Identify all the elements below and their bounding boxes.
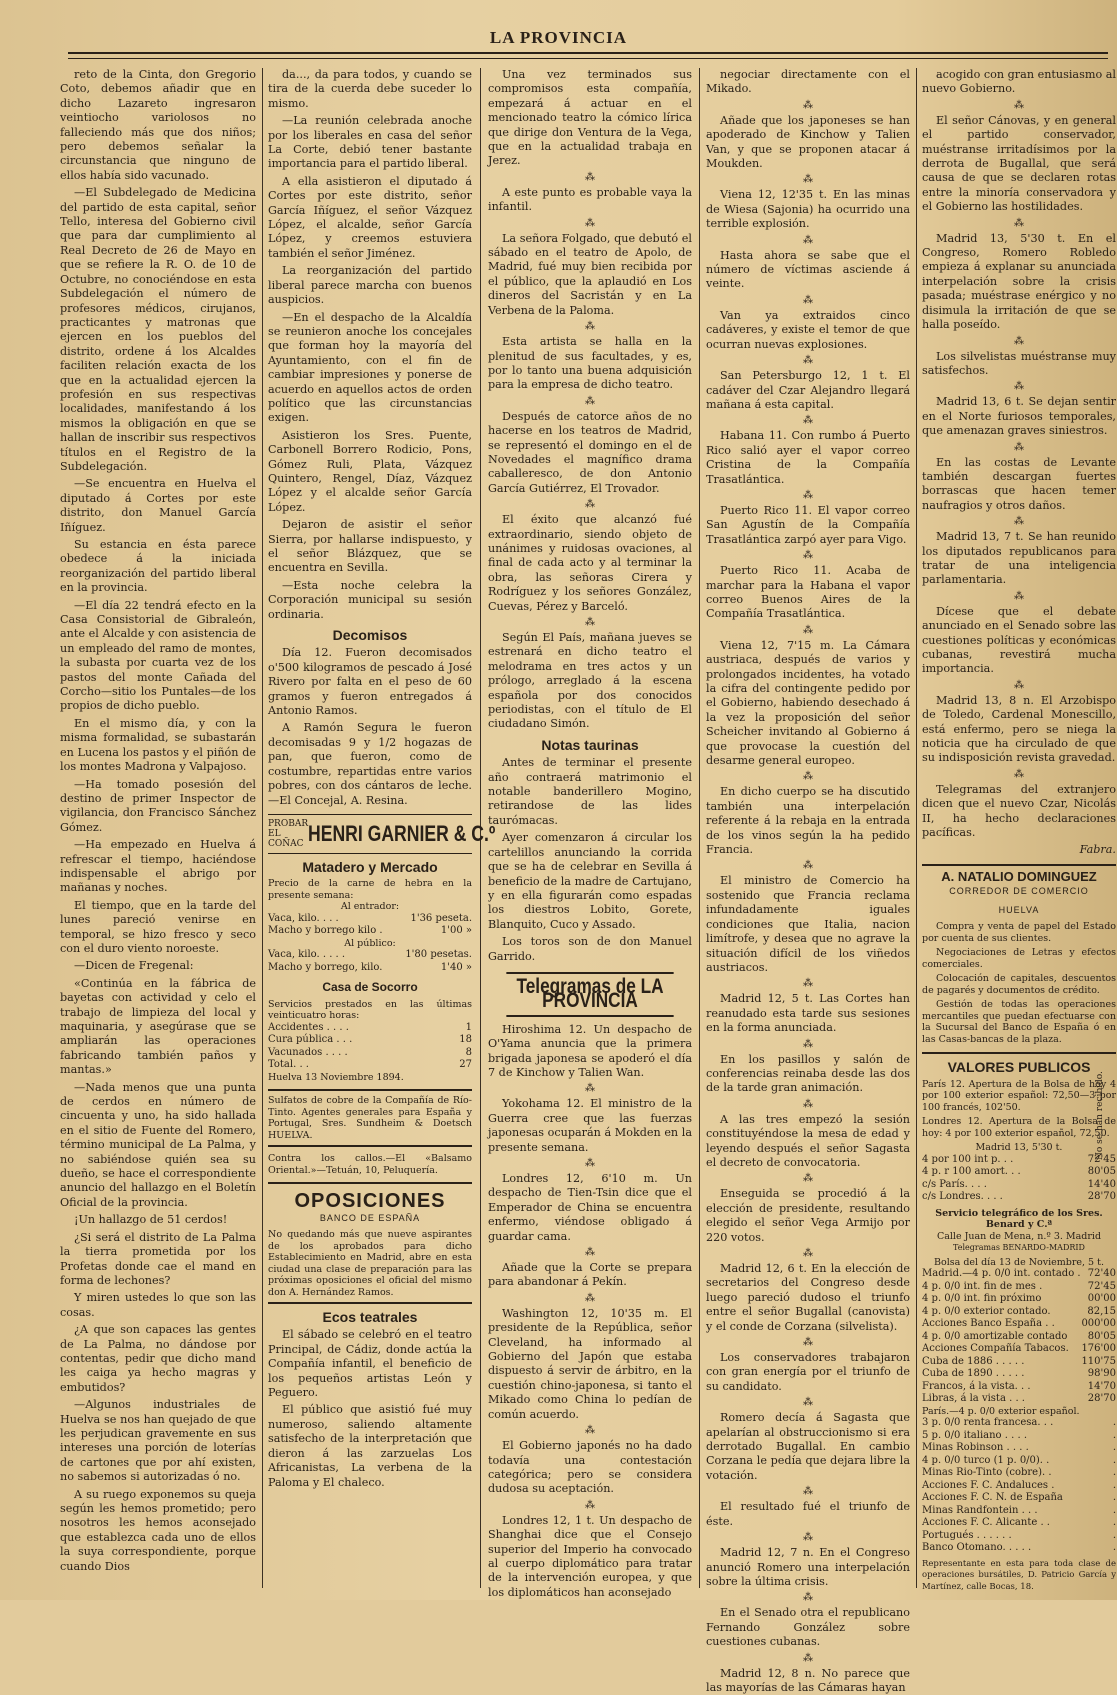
row-label: Portugués . . . . . . xyxy=(922,1529,1012,1541)
row-value: 14'70 xyxy=(1087,1380,1116,1392)
paragraph: —Ha empezado en Huelva á refrescar el tiempo, haciéndose indispensable el abrigo por mañanas y noches. xyxy=(60,838,256,895)
row-label: 4 p. 0/0 exterior contado. xyxy=(922,1305,1051,1317)
table-row xyxy=(268,1047,472,1060)
asterism-separator: ⁂ xyxy=(803,860,813,872)
row-value: . xyxy=(1112,1479,1116,1491)
row-value: . xyxy=(1112,1454,1116,1466)
asterism-separator: ⁂ xyxy=(1014,381,1024,393)
row-value: 1'40 » xyxy=(440,961,472,973)
henri-garnier-ad xyxy=(268,814,496,854)
asterism-separator: ⁂ xyxy=(803,294,813,306)
asterism-separator: ⁂ xyxy=(803,355,813,367)
paragraph: Compra y venta de papel del Estado por cuenta de sus clientes. xyxy=(922,921,1116,944)
table-row xyxy=(922,1154,1116,1167)
row-value: 80'05 xyxy=(1087,1166,1116,1177)
row-label: Total. . . xyxy=(268,1059,309,1071)
paragraph: da..., da para todos, y cuando se tira de la cuerda debe suceder lo mismo. xyxy=(268,68,472,110)
row-value: 1'80 pesetas. xyxy=(405,949,472,961)
paragraph: Añade que la Corte se prepara para abandonar á Pekín. xyxy=(488,1261,692,1289)
paragraph: Madrid 13, 6 t. Se dejan sentir en el Norte furiosos temporales, que amenazan graves siniestros. xyxy=(922,395,1116,438)
paragraph: negociar directamente con el Mikado. xyxy=(706,68,910,96)
table-row xyxy=(922,1381,1116,1394)
paragraph: Ayer comenzaron á circular los cartelillos anunciando la corrida que se ha de celebrar en Sevilla á beneficio de la madre de Cartujano, y en ella figurarán como espadas los diestros Lobito, Gorete, Blanquito, Cuco y Assado. xyxy=(488,831,692,931)
row-label: 4 p. 0/0 int. fin próximo xyxy=(922,1293,1042,1304)
henri-ad-tagline: PROBAR EL COÑAC xyxy=(268,818,309,849)
row-label: Acciones Compañía Tabacos. xyxy=(922,1343,1069,1354)
paragraph: Los conservadores trabajaron con gran energía por el triunfo de su candidato. xyxy=(706,1351,910,1393)
row-label: Acciones F. C. Andaluces . xyxy=(922,1479,1055,1491)
paragraph: Dícese que el debate anunciado en el Senado sobre las cuestiones políticas y económicas cubanas, revestirá mucha importancia. xyxy=(922,604,1116,676)
paragraph: En el Senado otra el republicano Fernando González sobre cuestiones cubanas. xyxy=(706,1606,910,1649)
paragraph: reto de la Cinta, don Gregorio Coto, debemos añadir que en dicho Lazareto ingresaron veintiocho variolosos no falleciendo más que dos niños; pero debemos señalar la circunstancia que ninguno de ellos había sido vacunado. xyxy=(60,68,256,182)
paragraph: —Ha tomado posesión del destino de primer Inspector de vigilancia, don Francisco Sánchez Gómez. xyxy=(60,777,256,834)
row-value: . xyxy=(1112,1517,1116,1528)
row-value: 14'40 xyxy=(1087,1178,1116,1190)
asterism-separator: ⁂ xyxy=(803,1486,813,1498)
decomisos-text xyxy=(268,646,472,807)
paragraph: La señora Folgado, que debutó el sábado en el teatro de Apolo, de Madrid, fué muy bien recibida por el público, que la aplaudió en Los dineros del Sacristán y en La Verbena de la Paloma. xyxy=(488,231,692,317)
row-label: 4 p. r 100 amort. . . xyxy=(922,1166,1021,1177)
asterism-separator: ⁂ xyxy=(585,1158,595,1169)
asterism-separator: ⁂ xyxy=(803,624,813,636)
asterism-separator: ⁂ xyxy=(1014,217,1024,229)
paragraph: Asistieron los Sres. Puente, Carbonell Borrero Rodicio, Pons, Gómez Ruli, Plata, Vázquez Quintero, Rengel, Díaz, Vázquez López y el alcalde señor García López. xyxy=(268,428,472,514)
asterism-separator: ⁂ xyxy=(585,1083,595,1095)
asterism-separator: ⁂ xyxy=(803,489,813,501)
telegrams-text xyxy=(488,1023,692,1600)
row-value: 82,15 xyxy=(1087,1305,1116,1317)
table-row xyxy=(922,1356,1116,1369)
bolsa-table xyxy=(922,1268,1116,1406)
table-row xyxy=(268,1059,472,1072)
row-label: Libras, á la vista . . . xyxy=(922,1393,1025,1404)
table-row xyxy=(922,1191,1116,1204)
asterism-separator: ⁂ xyxy=(803,415,813,427)
decomisos-heading: Decomisos xyxy=(332,627,408,644)
row-label: Macho y borrego kilo . xyxy=(268,925,383,937)
table-row xyxy=(922,1281,1116,1294)
paragraph: Puerto Rico 11. Acaba de marchar para la Habana el vapor correo Buenos Aires de la Compañía Trasatlántica. xyxy=(706,564,910,621)
socorro-table xyxy=(268,1022,472,1072)
paragraph: El señor Cánovas, y en general el partido conservador, muéstranse irritadísimos por la derrota de Bugallal, que será causa de que se declaren rotas entre la minoría conservadora y el Gobierno las hostilidades. xyxy=(922,113,1116,214)
socorro-intro: Servicios prestados en las últimas veinticuatro horas: xyxy=(268,998,472,1022)
paragraph: Hasta ahora se sabe que el número de víctimas asciende á veinte. xyxy=(706,248,910,291)
paragraph: —En el despacho de la Alcaldía se reunieron anoche los concejales que forman hoy la mayoría del Ayuntamiento, con el fin de cambiar impresiones y ponerse de acuerdo en aquellos actos de orden político que las circunstancias exigen. xyxy=(268,310,472,425)
column-divider xyxy=(916,68,917,1588)
al-publico-label: Al público: xyxy=(344,937,396,949)
paragraph: El éxito que alcanzó fué extraordinario, siendo objeto de unánimes y ruidosas ovaciones, al final de cada acto y al terminar la obra, las señoras Cirera y Rodríguez y los señores González, Cuevas, Pérez y Barceló. xyxy=(488,513,692,613)
prices-publico-table xyxy=(268,949,472,974)
row-label: Francos, á la vista. . . xyxy=(922,1380,1031,1392)
row-label: Cura pública . . . xyxy=(268,1034,353,1046)
table-row xyxy=(268,925,472,938)
paragraph: El ministro de Comercio ha sostenido que Francia reclama infundadamente iguales condiciones que Italia, nacion limítrofe, y desea que no agrave la situación difícil de los viñedos austriacos. xyxy=(706,874,910,974)
masthead-rule xyxy=(68,52,1108,54)
row-value: . xyxy=(1112,1504,1116,1516)
signature: Fabra. xyxy=(1079,843,1116,857)
paragraph: En las costas de Levante también descargan fuertes borrascas que hacen temer naufragios y otros daños. xyxy=(922,455,1116,512)
table-row xyxy=(922,1542,1116,1555)
asterism-separator: ⁂ xyxy=(803,1337,813,1349)
row-value: 27 xyxy=(459,1059,472,1071)
table-row xyxy=(922,1517,1116,1530)
table-row xyxy=(922,1293,1116,1306)
table-row xyxy=(268,913,472,926)
row-label: c/s París. . . . xyxy=(922,1178,987,1190)
paragraph: Yokohama 12. El ministro de la Guerra cree que las fuerzas japonesas ocuparán á Mokden en la presente semana. xyxy=(488,1097,692,1154)
row-label: 3 p. 0/0 renta francesa. . . xyxy=(922,1417,1054,1428)
paragraph: A las tres empezó la sesión constituyéndose la mesa de edad y leyendo después el señor Sagasta el decreto de convocatoria. xyxy=(706,1112,910,1169)
table-row xyxy=(922,1268,1116,1281)
row-label: 4 por 100 int p. . . xyxy=(922,1153,1014,1165)
row-value: . xyxy=(1112,1429,1116,1441)
paragraph: —Dicen de Fregenal: xyxy=(74,959,194,973)
row-value: 000'00 xyxy=(1081,1318,1116,1329)
row-label: c/s Londres. . . . xyxy=(922,1191,1003,1202)
asterism-separator: ⁂ xyxy=(803,1248,813,1259)
ecos-heading: Ecos teatrales xyxy=(322,1309,418,1326)
paragraph: Antes de terminar el presente año contraerá matrimonio el notable banderillero Mogino, retirandose de las lides taurómacas. xyxy=(488,756,692,827)
paragraph: El sábado se celebró en el teatro Principal, de Cádiz, donde actúa la Compañía infantil, el beneficio de los pequeños artistas León y Peguero. xyxy=(268,1328,472,1400)
servicio-telegram: Telegramas BENARDO-MADRID xyxy=(953,1243,1085,1252)
paragraph: En los pasillos y salón de conferencias reinaba desde las dos de la tarde gran animación. xyxy=(706,1052,910,1095)
matadero-heading: Matadero y Mercado xyxy=(302,858,438,875)
paragraph: Gestión de todas las operaciones mercantiles que puedan efectuarse con la Sucursal del Banco de España ó en las Casas-bancas de la plaza. xyxy=(922,999,1116,1045)
row-label: Minas Robinson . . . . xyxy=(922,1442,1029,1453)
footer-representative: Representante en esta para toda clase de operaciones bursátiles, D. Patricio García y Martínez, calle Bocas, 18. xyxy=(922,1558,1116,1592)
paragraph: Madrid 12, 5 t. Las Cortes han reanudado esta tarde sus sesiones en la forma anunciada. xyxy=(706,992,910,1035)
madrid-quotes-table xyxy=(922,1154,1116,1204)
row-label: Accidentes . . . . xyxy=(268,1021,349,1033)
column-4-text xyxy=(706,68,910,1695)
asterism-separator: ⁂ xyxy=(1014,335,1024,347)
row-value: 72'45 xyxy=(1087,1280,1116,1292)
masthead-rule-thin xyxy=(68,58,1108,59)
asterism-separator: ⁂ xyxy=(803,1592,813,1604)
telegrams-heading: Telegramas de LA PROVINCIA xyxy=(506,972,673,1017)
paragraph: Habana 11. Con rumbo á Puerto Rico salió ayer el vapor correo Cristina de la Compañía Trasatlántica. xyxy=(706,429,910,486)
table-row xyxy=(922,1179,1116,1192)
table-row xyxy=(268,949,472,962)
paragraph: Viena 12, 12'35 t. En las minas de Wiesa (Sajonia) ha ocurrido una terrible explosión. xyxy=(706,188,910,231)
paragraph: El tiempo, que en la tarde del lunes pareció venirse en temporal, se hizo fresco y seco con el duro viento noroeste. xyxy=(60,898,256,955)
paragraph: Madrid 13, 7 t. Se han reunido los diputados republicanos para tratar de una inteligencia parlamentaria. xyxy=(922,530,1116,587)
table-row xyxy=(922,1306,1116,1319)
asterism-separator: ⁂ xyxy=(585,617,595,628)
paragraph: Van ya extraidos cinco cadáveres, y existe el temor de que ocurran nuevas explosiones. xyxy=(706,308,910,351)
asterism-separator: ⁂ xyxy=(585,499,595,511)
column-2-text xyxy=(268,68,472,622)
row-label: 4 p. 0/0 amortizable contado xyxy=(922,1330,1068,1342)
paragraph: Esta artista se halla en la plenitud de sus facultades, y es, por lo tanto una buena adquisición para la empresa de dicho teatro. xyxy=(488,335,692,392)
column-2 xyxy=(268,68,496,1588)
oposiciones-subheading: BANCO DE ESPAÑA xyxy=(319,1212,421,1223)
paragraph: —Nada menos que una punta de cerdos en número de cincuenta y uno, ha sido hallada en el sitio de Fuente del Romero, término municipal de La Palma, y no sabiéndose quién sea su dueño, se hace el correspondiente anuncio del hallazgo en el Boletín Oficial de la provincia. xyxy=(60,1080,256,1209)
paragraph: Madrid 13, 5'30 t. En el Congreso, Romero Robledo empieza á explanar su anunciada interpelación sobre la crisis pasada; muéstrase enérgico y no disimula la irritación de que se halla poseído. xyxy=(922,231,1116,332)
oposiciones-heading: OPOSICIONES xyxy=(294,1190,446,1213)
table-row xyxy=(922,1393,1116,1406)
paragraph: Madrid 12, 7 n. En el Congreso anunció Romero una interpelación sobre la última crisis. xyxy=(706,1546,910,1588)
valores-londres: Londres 12. Apertura de la Bolsa de hoy: 4 por 100 exterior español, 72,50. xyxy=(922,1116,1116,1139)
table-row xyxy=(922,1417,1116,1430)
row-value: 28'70 xyxy=(1087,1191,1116,1202)
asterism-separator: ⁂ xyxy=(585,321,595,333)
asterism-separator: ⁂ xyxy=(1014,441,1024,453)
column-3 xyxy=(488,68,692,1599)
paragraph: Los toros son de don Manuel Garrido. xyxy=(488,935,692,963)
asterism-separator: ⁂ xyxy=(585,1499,595,1511)
row-value: . xyxy=(1112,1529,1116,1541)
paragraph: Añade que los japoneses se han apoderado de Kinchow y Talien Van, y que se proponen atacar á Moukden. xyxy=(706,113,910,171)
paragraph: ¿A que son capaces las gentes de La Palma, no dándose por contentas, pedir que dicho mand les caiga ya hecho magras y embutidos? xyxy=(60,1323,256,1394)
asterism-separator: ⁂ xyxy=(585,1247,595,1259)
row-label: Acciones F. C. Alicante . . xyxy=(922,1517,1050,1528)
column-4 xyxy=(706,68,910,1694)
row-label: Cuba de 1886 . . . . . xyxy=(922,1355,1025,1367)
paragraph: A Ramón Segura le fueron decomisadas 9 y 1/2 hogazas de pan, que fueron, como de costumbre, repartidas entre varios pobres, con dos cántaros de leche.—El Concejal, A. Resina. xyxy=(268,721,472,807)
natalio-name: A. NATALIO DOMINGUEZ xyxy=(941,868,1097,884)
paragraph: —Se encuentra en Huelva el diputado á Cortes por este distrito, don Manuel García Iñíguez. xyxy=(60,477,256,534)
paragraph: —El Subdelegado de Medicina del partido de esta capital, señor Tello, interesa del Gobierno civil que para dar cumplimiento al Real Decreto de 26 de Mayo en que se refiere la R. O. de 10 de Octubre, no conociéndose en esta Subdelegación el número de profesores médicos, cirujanos, practicantes y matronas que ejercen en los pueblos del distrito, ordene á los Alcaldes faciliten relación exacta de los que en la actualidad ejercen la profesión en sus respectivas localidades, manifestando á los mismos la obligación en que se hallan de inscribir sus respectivos títulos en el Registro de la Subdelegación. xyxy=(60,186,256,473)
row-label: Madrid.—4 p. 0/0 int. contado . xyxy=(922,1268,1081,1279)
row-value: 1'36 peseta. xyxy=(410,912,472,924)
row-value: 176'00 xyxy=(1081,1343,1116,1354)
table-row xyxy=(922,1467,1116,1480)
column-5-text xyxy=(922,68,1116,840)
row-value: 110'75 xyxy=(1081,1355,1116,1367)
madrid-quotes-head: Madrid 13, 5'30 t. xyxy=(975,1142,1063,1153)
table-row xyxy=(922,1430,1116,1443)
servicio-title: Servicio telegráfico de los Sres. Benard y C.ª xyxy=(935,1207,1103,1230)
paragraph: ¿Si será el distrito de La Palma la tierra prometida por los Profetas donde cae el mand en forma de lechones? xyxy=(60,1230,256,1287)
paragraph: Día 12. Fueron decomisados o'500 kilogramos de pescado á José Rivero por falta en el peso de 60 gramos y fueron entregados á Antonio Ramos. xyxy=(268,646,472,718)
asterism-separator: ⁂ xyxy=(585,395,595,407)
row-label: Minas Randfontein . . . xyxy=(922,1504,1038,1516)
paragraph: Madrid 12, 8 n. No parece que las mayorías de las Cámaras hayan xyxy=(706,1666,910,1694)
taurinas-text xyxy=(488,756,692,964)
paragraph: «Continúa en la fábrica de bayetas con actividad y celo el trabajo de limpieza del local y maquinaria, y asegúrase que se ampliarán las operaciones fabricando también paños y mantas.» xyxy=(60,976,256,1077)
row-label: Acciones Banco España . . xyxy=(922,1318,1055,1329)
asterism-separator: ⁂ xyxy=(803,234,813,246)
paragraph: Hiroshima 12. Un despacho de O'Yama anuncia que la primera brigada japonesa se apoderó el día 7 de Kinchow y Talien Wan. xyxy=(488,1022,692,1079)
row-value: . xyxy=(1112,1467,1116,1478)
paragraph: Viena 12, 7'15 m. La Cámara austriaca, después de varios y prolongados incidentes, ha votado la cifra del contingente pedido por el Gobierno, habiendo desechado á la vez la proposición del señor Scheicher invitando al Gobierno á que provocase la cuestión del desarme general europeo. xyxy=(706,638,910,768)
valores-paris: París 12. Apertura de la Bolsa de hoy 4 por 100 exterior español: 72,50—3 por 100 francés, 102'50. xyxy=(922,1078,1116,1113)
paragraph: Londres 12, 1 t. Un despacho de Shanghai dice que el Consejo superior del Imperio ha convocado al cuerpo diplomático para tratar de la intervención europea, y que los diplomáticos han aconsejado xyxy=(488,1513,692,1599)
paragraph: Colocación de capitales, descuentos de pagarés y documentos de crédito. xyxy=(922,973,1116,996)
row-value: . xyxy=(1112,1417,1116,1428)
paragraph: Según El País, mañana jueves se estrenará en dicho teatro el melodrama en tres actos y un prólogo, arreglado á la escena española por dos conocidos periodistas, con el título de El ciudadano Simón. xyxy=(488,631,692,731)
asterism-separator: ⁂ xyxy=(803,771,813,783)
paris-table xyxy=(922,1417,1116,1555)
table-row xyxy=(922,1166,1116,1179)
asterism-separator: ⁂ xyxy=(1014,99,1024,111)
row-label: Minas Rio-Tinto (cobre). . xyxy=(922,1467,1052,1478)
paragraph: Telegramas del extranjero dicen que el nuevo Czar, Nicolás II, ha hecho declaraciones pacíficas. xyxy=(922,782,1116,840)
paragraph: Washington 12, 10'35 m. El presidente de la República, señor Cleveland, ha informado al Gobierno del Japón que estaba dispuesto á servir de árbitro, en la cuestión chino-japonesa, si tanto el Mikado como China lo pedían de común acuerdo. xyxy=(488,1306,692,1421)
natalio-ad xyxy=(922,864,1116,1054)
paragraph: Enseguida se procedió á la elección de presidente, resultando elegido el señor Vega Armijo por 220 votos. xyxy=(706,1187,910,1244)
column-divider xyxy=(262,68,263,1588)
paragraph: Madrid 12, 6 t. En la elección de secretarios del Congreso desde luego pareció dudoso el triunfo entre el señor Bugallal (canovista) y el conde de Corzana (silvelista). xyxy=(706,1262,910,1333)
prices-entrador-table xyxy=(268,913,472,938)
asterism-separator: ⁂ xyxy=(1014,679,1024,691)
asterism-separator: ⁂ xyxy=(803,99,813,111)
row-label: Banco Otomano. . . . . xyxy=(922,1542,1032,1553)
stamp-not-received: No se han recibido. xyxy=(1095,1071,1105,1160)
asterism-separator: ⁂ xyxy=(1014,590,1024,602)
row-value: 80'05 xyxy=(1087,1330,1116,1342)
asterism-separator: ⁂ xyxy=(803,1397,813,1409)
row-label: Acciones F. C. N. de España xyxy=(922,1492,1063,1503)
asterism-separator: ⁂ xyxy=(803,1173,813,1185)
row-label: 5 p. 0/0 italiano . . . . xyxy=(922,1429,1027,1441)
asterism-separator: ⁂ xyxy=(803,1038,813,1050)
paragraph: En dicho cuerpo se ha discutido también una interpelación referente á la rebaja en la entrada de los vinos según la ha pedido Francia. xyxy=(706,785,910,857)
paragraph: Dejaron de asistir el señor Sierra, por hallarse indispuesto, y el señor Blázquez, que se encuentra en Sevilla. xyxy=(268,518,472,575)
sulfatos-ad: Sulfatos de cobre de la Compañía de Río-Tinto. Agentes generales para España y Portugal, Sres. Sundheim & Doetsch HUELVA. xyxy=(268,1089,472,1147)
table-row xyxy=(922,1505,1116,1518)
table-row xyxy=(922,1455,1116,1468)
paragraph: El Gobierno japonés no ha dado todavía una contestación categórica; pero se considera dudosa su aceptación. xyxy=(488,1439,692,1496)
row-label: 4 p. 0/0 turco (1 p. 0/0). . xyxy=(922,1454,1050,1466)
paragraph: La reorganización del partido liberal parece marcha con buenos auspicios. xyxy=(268,264,472,307)
oposiciones-text: No quedando más que nueve aspirantes de los aprobados para dicho Establecimiento en Madrid, abre en esta ciudad una clase de preparación para las próximas oposiciones el oficial del mismo don A. Hernández Ramos. xyxy=(268,1229,472,1298)
asterism-separator: ⁂ xyxy=(803,1098,813,1110)
table-row xyxy=(922,1318,1116,1331)
socorro-date: Huelva 13 Noviembre 1894. xyxy=(268,1071,404,1083)
bolsa-head: Bolsa del día 13 de Noviembre, 5 t. xyxy=(934,1256,1104,1268)
column-5 xyxy=(922,68,1116,1592)
natalio-lines xyxy=(922,921,1116,1045)
asterism-separator: ⁂ xyxy=(803,1532,813,1544)
servicio-address: Calle Juan de Mena, n.º 3. Madrid xyxy=(936,1230,1102,1242)
asterism-separator: ⁂ xyxy=(1014,768,1024,780)
paragraph: —El día 22 tendrá efecto en la Casa Consistorial de Gibraleón, ante el Alcalde y con asistencia de un empleado del ramo de montes, la subasta por cuarta vez de los pastos del monte Cañada del Corcho—sitio los Puntales—de los propios de dicho pueblo. xyxy=(60,598,256,713)
row-label: Macho y borrego, kilo. xyxy=(268,961,383,973)
paragraph: Romero decía á Sagasta que apelarían al obstruccionismo si era derrotado Bugallal. En cambio Corzana le pedía que dejara libre la votación. xyxy=(706,1411,910,1482)
row-label: 4 p. 0/0 int. fin de mes . xyxy=(922,1280,1043,1292)
paragraph: Los silvelistas muéstranse muy satisfechos. xyxy=(922,349,1116,377)
paragraph: Su estancia en ésta parece obedece á la iniciada reorganización del partido liberal en la provincia. xyxy=(60,538,256,595)
paragraph: San Petersburgo 12, 1 t. El cadáver del Czar Alejandro llegará mañana á esta capital. xyxy=(706,369,910,411)
row-value: . xyxy=(1112,1542,1116,1553)
masthead-title: LA PROVINCIA xyxy=(489,28,628,47)
valores-heading: VALORES PUBLICOS xyxy=(947,1059,1091,1076)
paragraph: A este punto es probable vaya la infantil. xyxy=(488,185,692,214)
paragraph: A ella asistieron el diputado á Cortes por este distrito, señor García Iñíguez, el señor Vázquez López, el alcalde, señor García López, y creemos estuviera también el señor Jiménez. xyxy=(268,174,472,260)
table-row xyxy=(922,1480,1116,1493)
paragraph: Una vez terminados sus compromisos esta compañía, empezará á actuar en el mencionado teatro la cómico lírica que dirige don Ventura de la Vega, que en la actualidad trabaja en Jerez. xyxy=(488,68,692,168)
al-entrador-label: Al entrador: xyxy=(340,901,400,913)
table-row xyxy=(268,1034,472,1047)
matadero-intro: Precio de la carne de hebra en la presente semana: xyxy=(268,878,472,901)
column-1 xyxy=(60,68,256,1588)
paragraph: Puerto Rico 11. El vapor correo San Agustín de la Compañía Trasatlántica zarpó ayer para Vigo. xyxy=(706,503,910,546)
natalio-role: CORREDOR DE COMERCIO xyxy=(949,886,1089,897)
row-value: 72'40 xyxy=(1087,1268,1116,1279)
asterism-separator: ⁂ xyxy=(803,174,813,186)
asterism-separator: ⁂ xyxy=(585,1425,595,1437)
paragraph: El resultado fué el triunfo de éste. xyxy=(706,1500,910,1528)
taurinas-heading: Notas taurinas xyxy=(541,736,639,753)
table-row xyxy=(922,1331,1116,1344)
row-label: Vaca, kilo. . . . . xyxy=(268,949,346,961)
paragraph: —Algunos industriales de Huelva se nos han quejado de que les perjudican gravemente en sus intereses una porción de loterías de cartones que por ahí existen, no sabemos si autorizadas ó no. xyxy=(60,1398,256,1484)
oposiciones-ad xyxy=(268,1182,472,1304)
paragraph: —Esta noche celebra la Corporación municipal su sesión ordinaria. xyxy=(268,578,472,621)
row-label: Vacunados . . . . xyxy=(268,1046,348,1058)
row-label: Vaca, kilo. . . . xyxy=(268,912,339,924)
table-row xyxy=(268,1022,472,1035)
table-row xyxy=(922,1368,1116,1381)
paragraph: Negociaciones de Letras y efectos comerciales. xyxy=(922,947,1116,970)
paragraph: El público que asistió fué muy numeroso, saliendo altamente satisfecho de la interpretación que dieron á las zarzuelas Los Africanistas, La verbena de la Paloma y El chaleco. xyxy=(268,1403,472,1489)
paragraph: A su ruego exponemos su queja según les hemos prometido; pero nosotros les hemos aconsejado que establezca cada uno de ellos la suya correspondiente, porque cuando Dios xyxy=(60,1487,256,1573)
row-label: Cuba de 1890 . . . . . xyxy=(922,1368,1025,1379)
callos-ad: Contra los callos.—El «Balsamo Oriental.»—Tetuán, 10, Peluquería. xyxy=(268,1153,472,1176)
column-divider xyxy=(699,68,700,1588)
table-row xyxy=(268,962,472,975)
paragraph: Y miren ustedes lo que son las cosas. xyxy=(60,1291,256,1319)
table-row xyxy=(922,1492,1116,1505)
asterism-separator: ⁂ xyxy=(803,978,813,990)
asterism-separator: ⁂ xyxy=(1014,516,1024,528)
paragraph: Londres 12, 6'10 m. Un despacho de Tien-Tsin dice que el Emperador de China se encuentra enfermo, viéndose obligado á guardar cama. xyxy=(488,1172,692,1243)
paragraph: Después de catorce años de no hacerse en los teatros de Madrid, se representó el domingo en el de Novedades el magnífico drama caballeresco, de don Antonio García Gutiérrez, El Trovador. xyxy=(488,409,692,495)
row-value: 00'00 xyxy=(1087,1293,1116,1304)
socorro-heading: Casa de Socorro xyxy=(322,980,418,995)
row-value: 28'70 xyxy=(1087,1393,1116,1404)
table-row xyxy=(922,1530,1116,1543)
natalio-city: HUELVA xyxy=(998,904,1040,915)
row-value: 8 xyxy=(465,1046,472,1058)
paragraph: En el mismo día, y con la misma formalidad, se subastarán en Lucena los pastos y el piñón de los montes Madrona y Valpajoso. xyxy=(60,716,256,774)
table-row xyxy=(922,1442,1116,1455)
column-1-text xyxy=(60,68,256,1574)
paragraph: Madrid 13, 8 n. El Arzobispo de Toledo, Cardenal Monescillo, está enfermo, pero se niega la noticia que ha circulado de que su indisposición revista gravedad. xyxy=(922,693,1116,765)
asterism-separator: ⁂ xyxy=(803,550,813,562)
row-value: 18 xyxy=(459,1034,472,1046)
asterism-separator: ⁂ xyxy=(585,217,595,229)
row-value: . xyxy=(1112,1492,1116,1503)
asterism-separator: ⁂ xyxy=(585,1292,595,1304)
paris-head: París.—4 p. 0/0 exterior español. xyxy=(922,1405,1080,1417)
row-value: 72'45 xyxy=(1087,1153,1116,1165)
row-value: . xyxy=(1112,1442,1116,1453)
row-value: 1'00 » xyxy=(440,925,472,937)
row-value: 98'90 xyxy=(1087,1368,1116,1379)
henri-ad-brand: HENRI GARNIER & C.º xyxy=(308,820,496,846)
paragraph: —La reunión celebrada anoche por los liberales en casa del señor La Corte, debió tener bastante importancia para el partido liberal. xyxy=(268,114,472,171)
asterism-separator: ⁂ xyxy=(803,1652,813,1664)
row-value: 1 xyxy=(465,1021,472,1033)
column-3-text xyxy=(488,68,692,732)
table-row xyxy=(922,1343,1116,1356)
paragraph: ¡Un hallazgo de 51 cerdos! xyxy=(74,1213,228,1227)
ecos-text xyxy=(268,1328,472,1489)
asterism-separator: ⁂ xyxy=(585,171,595,183)
paragraph: acogido con gran entusiasmo al nuevo Gobierno. xyxy=(922,68,1116,96)
